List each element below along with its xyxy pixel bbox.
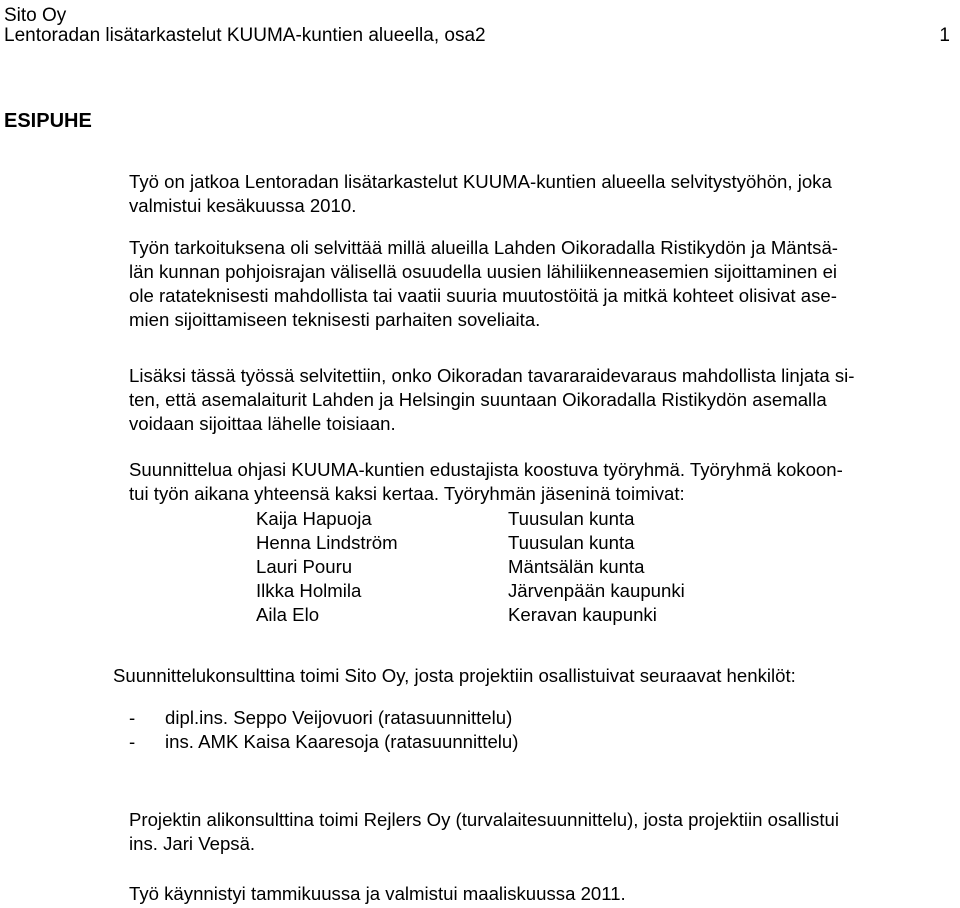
page-number: 1 xyxy=(939,25,950,46)
member-organisation: Järvenpään kaupunki xyxy=(508,580,685,601)
member-organisation: Keravan kaupunki xyxy=(508,604,657,625)
steering-group-paragraph xyxy=(129,458,843,506)
paragraph-line: ten, että asemalaiturit Lahden ja Helsingin suuntaan Oikoradalla Ristikydön asemalla xyxy=(129,389,827,410)
intro-paragraph xyxy=(129,170,832,218)
timeline-paragraph: Työ käynnistyi tammikuussa ja valmistui maaliskuussa 2011. xyxy=(129,883,626,904)
paragraph-line: mien sijoittamiseen teknisesti parhaiten soveliaita. xyxy=(129,309,541,330)
member-organisation: Mäntsälän kunta xyxy=(508,556,645,577)
paragraph-line: Lisäksi tässä työssä selvitettiin, onko Oikoradan tavararaidevaraus mahdollista linjata si- xyxy=(129,365,855,386)
paragraph-line: Työ on jatkoa Lentoradan lisätarkastelut KUUMA-kuntien alueella selvitystyöhön, joka xyxy=(129,171,832,192)
purpose-paragraph xyxy=(129,236,838,332)
document-title: Lentoradan lisätarkastelut KUUMA-kuntien alueella, osa2 xyxy=(4,25,486,46)
paragraph-line: valmistui kesäkuussa 2010. xyxy=(129,195,357,216)
member-organisation: Tuusulan kunta xyxy=(508,508,635,529)
member-name: Ilkka Holmila xyxy=(256,580,362,601)
company-name: Sito Oy xyxy=(4,5,67,26)
consultant-item: ins. AMK Kaisa Kaaresoja (ratasuunnittelu) xyxy=(165,731,519,752)
member-name: Aila Elo xyxy=(256,604,320,625)
member-organisation: Tuusulan kunta xyxy=(508,532,635,553)
paragraph-line: voidaan sijoittaa lähelle toisiaan. xyxy=(129,413,396,434)
consultant-item: dipl.ins. Seppo Veijovuori (ratasuunnittelu) xyxy=(165,707,513,728)
paragraph-line: ole ratateknisesti mahdollista tai vaatii suuria muutostöitä ja mitkä kohteet olisivat ase- xyxy=(129,285,837,306)
subconsultant-paragraph xyxy=(129,808,839,856)
section-heading: ESIPUHE xyxy=(4,110,92,132)
paragraph-line: Projektin alikonsulttina toimi Rejlers Oy (turvalaitesuunnittelu), josta projektiin osallistui xyxy=(129,809,839,830)
paragraph-line: ins. Jari Vepsä. xyxy=(129,833,256,854)
paragraph-line: Suunnittelua ohjasi KUUMA-kuntien edustajista koostuva työryhmä. Työryhmä kokoon- xyxy=(129,459,843,480)
additional-paragraph xyxy=(129,364,855,436)
paragraph-line: Työn tarkoituksena oli selvittää millä alueilla Lahden Oikoradalla Ristikydön ja Mäntsä- xyxy=(129,237,838,258)
consultant-intro: Suunnittelukonsulttina toimi Sito Oy, josta projektiin osallistuivat seuraavat henkilöt: xyxy=(113,665,796,686)
list-dash: - xyxy=(129,707,136,728)
list-dash: - xyxy=(129,731,136,752)
paragraph-line: län kunnan pohjoisrajan välisellä osuudella uusien lähiliikenneasemien sijoittaminen ei xyxy=(129,261,838,282)
member-name: Kaija Hapuoja xyxy=(256,508,372,529)
member-name: Lauri Pouru xyxy=(256,556,353,577)
member-name: Henna Lindström xyxy=(256,532,398,553)
paragraph-line: tui työn aikana yhteensä kaksi kertaa. Työryhmän jäseninä toimivat: xyxy=(129,483,685,504)
